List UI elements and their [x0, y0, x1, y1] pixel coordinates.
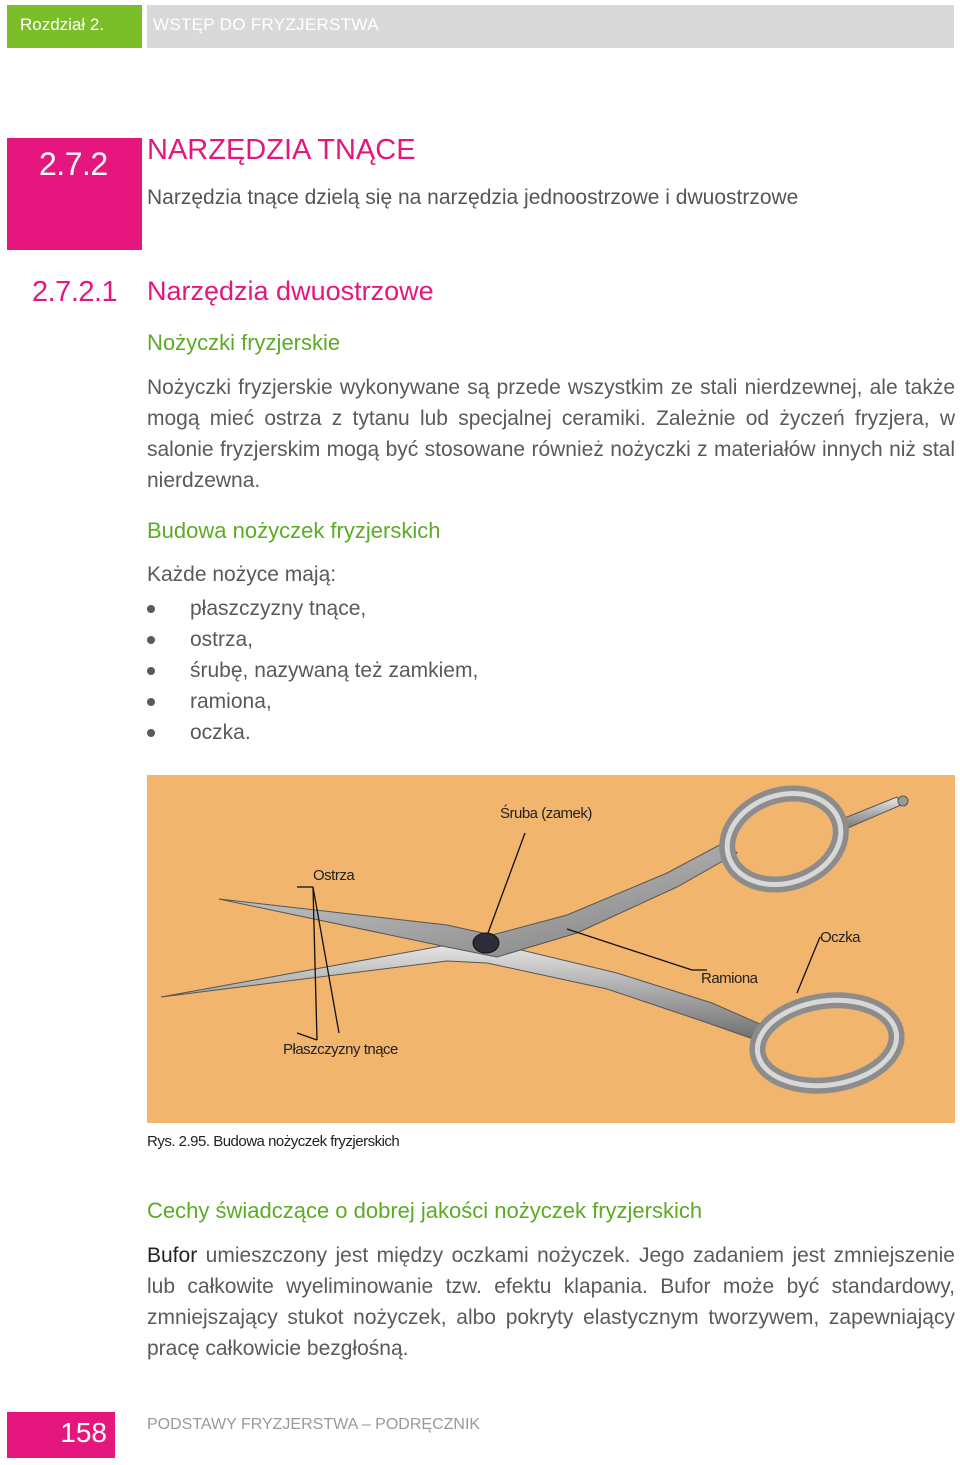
subsection-number: 2.7.2.1	[32, 276, 118, 308]
screw-mark	[473, 933, 499, 953]
subsection-title: Narzędzia dwuostrzowe	[147, 276, 434, 306]
chapter-title: WSTĘP DO FRYZJERSTWA	[153, 15, 379, 34]
section-number-box	[7, 138, 142, 250]
label-screw: Śruba (zamek)	[500, 805, 592, 822]
chapter-label: Rozdział 2.	[20, 15, 105, 34]
label-rings: Oczka	[820, 929, 861, 946]
label-cutting-surfaces: Płaszczyzny tnące	[283, 1041, 398, 1058]
term-buffer: Bufor	[147, 1244, 198, 1267]
page-number-box	[7, 1412, 115, 1458]
chapter-tab	[7, 5, 142, 48]
figure-caption: Rys. 2.95. Budowa nożyczek fryzjerskich	[147, 1133, 400, 1150]
footer-book-title: PODSTAWY FRYZJERSTWA – PODRĘCZNIK	[147, 1416, 481, 1433]
list-intro: Każde nożyce mają:	[147, 563, 337, 586]
list-item: oczka.	[147, 717, 478, 748]
page-number: 158	[60, 1417, 107, 1448]
list-item: ostrza,	[147, 624, 478, 655]
buffer-description: umieszczony jest między oczkami nożyczek. Jego zadaniem jest zmniejszenie lub całkowite wyeliminowanie tzw. efektu klapania. Bufor może być standardowy, zmniejszający stukot nożyczek, albo pokryty elastycznym tworzywem, zapewniający pracę całkowicie bezgłośną.	[147, 1244, 955, 1360]
label-blades: Ostrza	[313, 867, 355, 884]
scissors-illustration	[147, 775, 955, 1123]
list-item: ramiona,	[147, 686, 478, 717]
label-arms: Ramiona	[701, 970, 758, 987]
paragraph-materials: Nożyczki fryzjerskie wykonywane są przede wszystkim ze stali nierdzewnej, ale także mogą mieć ostrza z tytanu lub specjalnej ceramiki. Zależnie od życzeń fryzjera, w salonie fryzjerskim mogą być stosowane również nożyczki z materiałów innych niż stal nierdzewna.	[147, 376, 955, 492]
section-title: NARZĘDZIA TNĄCE	[147, 134, 416, 166]
parts-list	[147, 593, 478, 748]
section-subtitle: Narzędzia tnące dzielą się na narzędzia jednoostrzowe i dwuostrzowe	[147, 186, 799, 209]
list-item: płaszczyzny tnące,	[147, 593, 478, 624]
list-item: śrubę, nazywaną też zamkiem,	[147, 655, 478, 686]
heading-construction: Budowa nożyczek fryzjerskich	[147, 518, 441, 543]
paragraph-buffer	[147, 1240, 955, 1364]
chapter-title-bar	[147, 5, 954, 48]
heading-scissors: Nożyczki fryzjerskie	[147, 330, 341, 355]
scissors-figure	[147, 775, 955, 1123]
section-number: 2.7.2	[39, 146, 108, 182]
heading-quality: Cechy świadczące o dobrej jakości nożyczek fryzjerskich	[147, 1198, 703, 1223]
